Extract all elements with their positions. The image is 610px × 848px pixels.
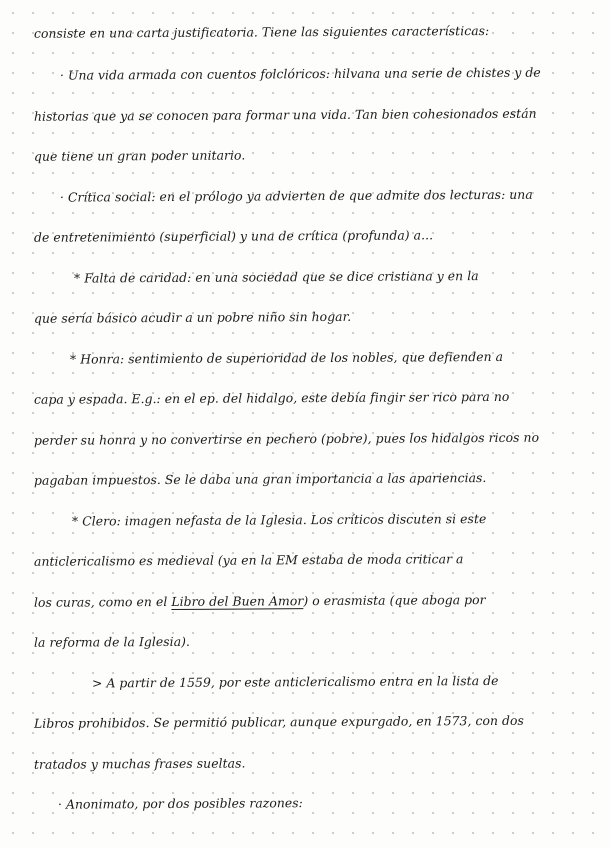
handwritten-line bbox=[0, 336, 610, 380]
handwritten-line bbox=[0, 579, 610, 623]
handwritten-line bbox=[0, 700, 610, 744]
handwritten-line bbox=[0, 214, 610, 258]
line-text: · Una vida armada con cuentos folclóricos: hilvana una serie de chistes y de bbox=[59, 64, 541, 83]
line-text: que tiene un gran poder unitario. bbox=[33, 147, 246, 164]
handwritten-line bbox=[0, 93, 610, 137]
line-text: que sería básico acudir a un pobre niño sin hogar. bbox=[33, 308, 352, 326]
handwritten-line bbox=[0, 133, 610, 177]
line-text: > A partir de 1559, por este anticlericalismo entra en la lista de bbox=[91, 672, 499, 691]
line-text: tratados y muchas frases sueltas. bbox=[33, 755, 246, 772]
handwritten-line bbox=[0, 619, 610, 663]
line-text: anticlericalismo es medieval (ya en la EM estaba de moda criticar a bbox=[33, 551, 464, 569]
line-text: * Honra: sentimiento de superioridad de los nobles, que defienden a bbox=[69, 348, 504, 367]
line-text: · Anonimato, por dos posibles razones: bbox=[57, 795, 303, 812]
line-text: Libros prohibidos. Se permitió publicar, aunque expurgado, en 1573, con dos bbox=[33, 712, 524, 731]
line-text: de entretenimiento (superficial) y una de crítica (profunda) a... bbox=[33, 227, 434, 245]
line-text: los curas, como en el bbox=[33, 593, 172, 610]
handwritten-line bbox=[0, 781, 610, 825]
line-text: capa y espada. E.g.: en el ep. del hidalgo, este debía fingir ser rico para no bbox=[33, 388, 510, 407]
handwritten-line bbox=[0, 174, 610, 218]
line-text: perder su honra y no convertirse en pechero (pobre), pues los hidalgos ricos no bbox=[33, 429, 540, 448]
handwritten-line bbox=[0, 417, 610, 461]
handwritten-line bbox=[0, 457, 610, 501]
handwritten-line bbox=[0, 660, 610, 704]
handwritten-line bbox=[0, 295, 610, 339]
handwritten-line bbox=[0, 741, 610, 785]
line-text: · Crítica social: en el prólogo ya advierten de que admite dos lecturas: una bbox=[59, 186, 533, 205]
line-text: historias que ya se conocen para formar una vida. Tan bien cohesionados están bbox=[33, 105, 537, 124]
handwritten-line bbox=[0, 10, 610, 54]
handwritten-line bbox=[0, 52, 610, 96]
line-text: * Clero: imagen nefasta de la Iglesia. Los críticos discuten si este bbox=[71, 511, 487, 529]
handwritten-line bbox=[0, 376, 610, 420]
line-text: consiste en una carta justificatoria. Tiene las siguientes características: bbox=[33, 23, 490, 41]
handwritten-line bbox=[0, 498, 610, 542]
book-title-underlined: Libro del Buen Amor bbox=[171, 593, 304, 609]
line-text: la reforma de la Iglesia). bbox=[33, 633, 191, 650]
line-text: ) o erasmista (que aboga por bbox=[303, 592, 486, 609]
line-text: pagaban impuestos. Se le daba una gran importancia a las apariencias. bbox=[33, 470, 487, 488]
line-text: * Falta de caridad: en una sociedad que se dice cristiana y en la bbox=[73, 268, 479, 286]
handwritten-line bbox=[0, 255, 610, 299]
handwritten-line bbox=[0, 538, 610, 582]
